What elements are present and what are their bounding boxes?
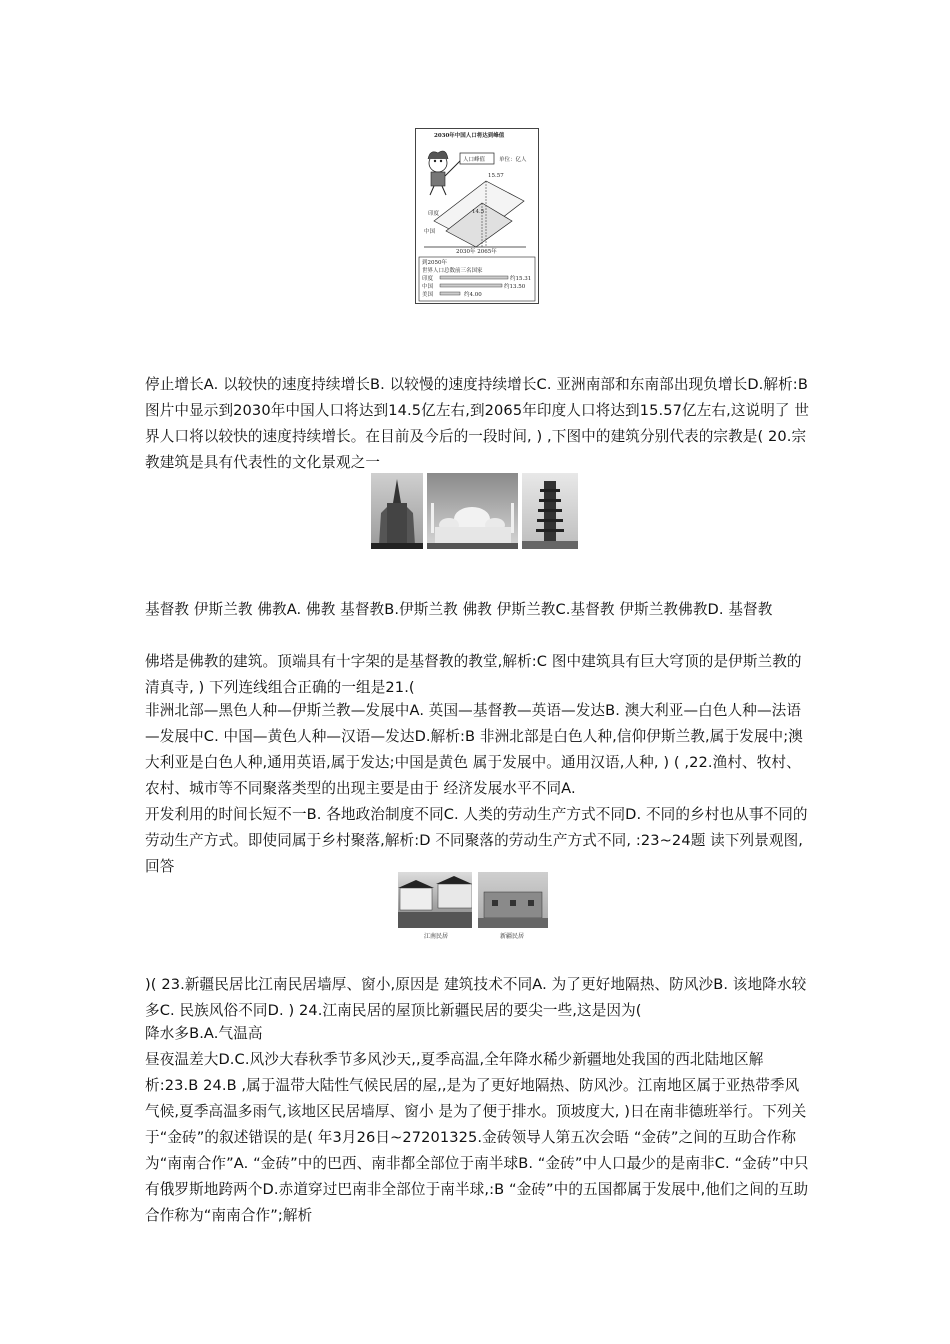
pagoda-photo: [522, 473, 578, 549]
church-photo: [371, 473, 423, 549]
population-figure: [415, 128, 539, 304]
year-axis: 2030年 2065年: [456, 249, 497, 255]
rank-usa-value: 约4.00: [464, 292, 482, 298]
paragraph-21-22: 非洲北部—黑色人种—伊斯兰教—发展中A. 英国—基督教—英语—发达B. 澳大利亚—白色人种—法语—发展中C. 中国—黄色人种—汉语—发达D.解析:B 非洲北部是白色人种,信仰伊斯兰教,属于发展中;澳大利亚是白色人种,通用英语,属于发达;中国是黄色 属于发展中。通用汉语,人种, ) ( ,22.渔村、牧村、农村、城市等不同聚落类型的出现主要是由于 经济发展水平不同A.: [145, 702, 803, 797]
rank-india: 印度: [422, 276, 434, 282]
ranking-title2: 世界人口总数前三名国家: [422, 268, 483, 274]
india-label: 印度: [428, 211, 440, 217]
india-peak-value: 15.57: [488, 173, 504, 179]
unit-label: 单位：亿人: [499, 157, 527, 163]
caption-jiangnan: 江南民居: [424, 933, 449, 940]
paragraph-22-analysis: 开发利用的时间长短不一B. 各地政治制度不同C. 人类的劳动生产方式不同D. 不同的乡村也从事不同的劳动生产方式。即使同属于乡村聚落,解析:D 不同聚落的劳动生产方式不同, :23~24题 读下列景观图,回答: [145, 806, 808, 875]
rank-india-value: 约15.31: [510, 276, 532, 282]
china-peak-value: 14.5: [472, 209, 485, 215]
paragraph-19-answer: 停止增长A. 以较快的速度持续增长B. 以较慢的速度持续增长C. 亚洲南部和东南部出现负增长D.解析:B 图片中显示到2030年中国人口将达到14.5亿左右,到2065年印度人口将达到15.57亿左右,这说明了 世界人口将以较快的速度持续增长。在目前及今后的一段时间, ) ,下图中的建筑分别代表的宗教是( 20.宗教建筑是具有代表性的文化景观之一: [145, 376, 810, 471]
paragraph-24-25-analysis: 昼夜温差大D.C.风沙大春秋季节多风沙天,,夏季高温,全年降水稀少新疆地处我国的西北陆地区解析:23.B 24.B ,属于温带大陆性气候民居的屋,,是为了更好地隔热、防风沙。江南地区属于亚热带季风气候,夏季高温多雨气,该地区民居墙厚、窗小 是为了便于排水。顶坡度大, )日在南非德班举行。下列关于“金砖”的叙述错误的是( 年3月26日~27201325.金砖领导人第五次会晤 “金砖”之间的互助合作称为“南南合作”A. “金砖”中的巴西、南非都全部位于南半球B. “金砖”中人口最少的是南非C. “金砖”中只有俄罗斯地跨两个D.赤道穿过巴南非全部位于南半球,:B “金砖”中的五国都属于发展中,他们之间的互助合作称为“南南合作”;解析: [145, 1051, 809, 1224]
china-label: 中国: [424, 229, 436, 235]
paragraph-24-options: 降水多B.A.气温高: [145, 1025, 263, 1042]
rank-china: 中国: [422, 284, 434, 290]
paragraph-20-options: 基督教 伊斯兰教 佛教A. 佛教 基督教B.伊斯兰教 佛教 伊斯兰教C.基督教 伊斯兰教佛教D. 基督教: [145, 601, 773, 618]
paragraph-20-analysis: 佛塔是佛教的建筑。顶端具有十字架的是基督教的教堂,解析:C 图中建筑具有巨大穹顶的是伊斯兰教的清真寺, ) 下列连线组合正确的一组是21.(: [145, 653, 802, 696]
mosque-photo: [427, 473, 518, 549]
rank-china-value: 约13.50: [504, 284, 526, 290]
caption-xinjiang: 新疆民居: [500, 933, 525, 940]
figure-title: 2030年中国人口将达到峰值: [434, 133, 505, 139]
ranking-title1: 到2050年: [422, 260, 447, 266]
rank-usa: 美国: [422, 292, 434, 298]
xinjiang-dwelling-photo: [478, 872, 548, 928]
paragraph-23-24: )( 23.新疆民居比江南民居墙厚、窗小,原因是 建筑技术不同A. 为了更好地隔热、防风沙B. 该地降水较多C. 民族风俗不同D. ) 24.江南民居的屋顶比新疆民居的要尖一些,这是因为(: [145, 976, 807, 1019]
peak-label: 人口峰值: [463, 157, 486, 163]
jiangnan-dwelling-photo: [398, 872, 472, 928]
